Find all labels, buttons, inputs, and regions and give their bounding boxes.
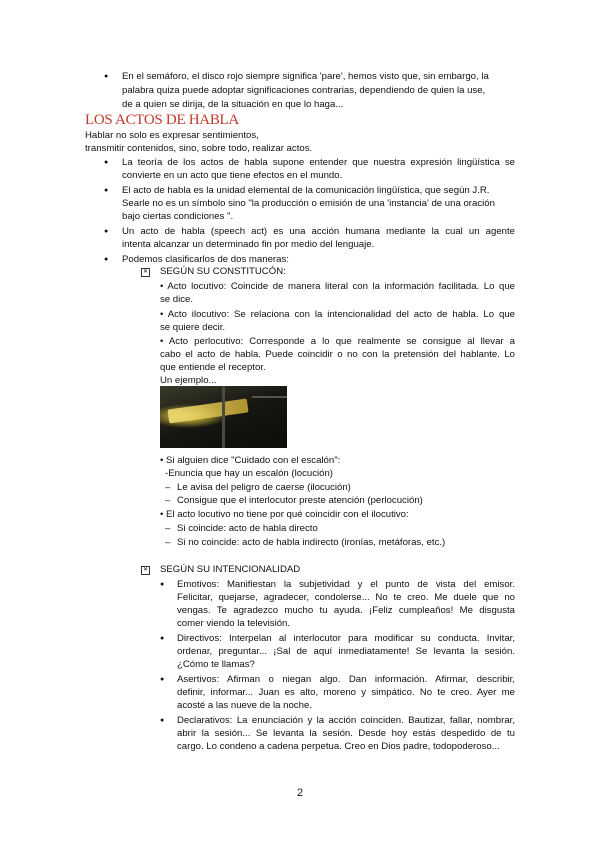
dash-icon: – <box>165 482 171 493</box>
checkbox-icon: ✕ <box>142 269 149 275</box>
example-line-3: Le avisa del peligro de caerse (ilocución) <box>177 482 351 493</box>
page-number: 2 <box>296 787 304 799</box>
section1-title: SEGÚN SU CONSTITUCÓN: <box>160 266 286 277</box>
b2-line-1: El acto de habla es la unidad elemental de la comunicación lingüística, que según J.R. <box>122 185 490 196</box>
bullet-dot: ● <box>104 159 109 166</box>
bullet-dot: ● <box>160 581 165 588</box>
asertivos-line-3: acosté a las nueve de la noche. <box>177 700 312 711</box>
bullet-dot: ● <box>104 187 109 194</box>
intro-line-2: palabra quiza puede adoptar significaciones contrarias, dependiendo de quien la use, <box>122 85 486 96</box>
ilocutivo-line-2: se quiere decir. <box>160 322 226 333</box>
bullet-dot: ● <box>160 717 165 724</box>
intro-line-3: de a quien se dirija, de la situación en que lo haga... <box>122 99 344 110</box>
bullet-dot: ● <box>104 73 109 80</box>
b2-line-3: bajo ciertas condiciones ". <box>122 211 234 222</box>
intro-line-1: En el semáforo, el disco rojo siempre significa 'pare', hemos visto que, sin embargo, la <box>122 71 489 82</box>
directivos-line-2: ordenar, preguntar... ¡Sal de aquí inmediatamente! Se levanta la sesión. <box>177 646 515 657</box>
example-label: Un ejemplo... <box>160 375 217 386</box>
b1-line-1: La teoría de los actos de habla supone entender que nuestra expresión lingüística se <box>122 157 515 168</box>
emotivos-line-2: Felicitar, quejarse, agradecer, condolerse... No te creo. Me duele que no <box>177 592 515 603</box>
dash-icon: – <box>165 537 171 548</box>
dash-icon: – <box>165 523 171 534</box>
asertivos-line-2: definir, informar... Juan es alto, moreno y simpático. No te creo. Ayer me <box>177 687 515 698</box>
dash-icon: – <box>165 495 171 506</box>
declarativos-line-3: cargo. Lo condeno a cadena perpetua. Creo en Dios padre, todopoderoso... <box>177 741 500 752</box>
perlocutivo-line-3: que entiende el receptor. <box>160 362 266 373</box>
emotivos-line-4: comer viendo la televisión. <box>177 618 291 629</box>
section-heading: LOS ACTOS DE HABLA <box>85 112 239 128</box>
bullet-dot: ● <box>104 228 109 235</box>
example-line-1: • Si alguien dice "Cuidado con el escalón": <box>160 455 341 466</box>
relation-line-2: Si coincide: acto de habla directo <box>177 523 318 534</box>
b3-line-2: intenta alcanzar un determinado fin por medio del lenguaje. <box>122 239 375 250</box>
b2-line-2: Searle no es un símbolo sino "la producción o emisión de una 'instancia' de una oración <box>122 198 495 209</box>
b1-line-2: convierte en un acto que tiene efectos en el mundo. <box>122 170 343 181</box>
emotivos-line-3: vengas. Te agradezco mucho tu ayuda. ¡Feliz cumpleaños! Me disgusta <box>177 605 515 616</box>
b3-line-1: Un acto de habla (speech act) es una acción humana mediante la cual un agente <box>122 226 515 237</box>
asertivos-line-1: Asertivos: Afirman o niegan algo. Dan información. Afirmar, describir, <box>177 674 515 685</box>
checkbox-icon: ✕ <box>142 567 149 573</box>
directivos-line-3: ¿Cómo te llamas? <box>177 659 255 670</box>
example-line-2: -Enuncia que hay un escalón (locución) <box>165 468 333 479</box>
ilocutivo-line-1: • Acto ilocutivo: Se relaciona con la intencionalidad del acto de habla. Lo que <box>160 309 515 320</box>
bullet-dot: ● <box>160 635 165 642</box>
section2-title: SEGÚN SU INTENCIONALIDAD <box>160 564 301 575</box>
perlocutivo-line-1: • Acto perlocutivo: Corresponde a lo que realmente se consigue al llevar a <box>160 336 515 347</box>
bullet-dot: ● <box>104 256 109 263</box>
example-line-4: Consigue que el interlocutor preste atención (perlocución) <box>177 495 423 506</box>
directivos-line-1: Directivos: Interpelan al interlocutor para modificar su conducta. Invitar, <box>177 633 515 644</box>
locutivo-line-1: • Acto locutivo: Coincide de manera literal con la información facilitada. Lo que <box>160 281 515 292</box>
b4-line: Podemos clasificarlos de dos maneras: <box>122 254 289 265</box>
declarativos-line-1: Declarativos: La enunciación y la acción coinciden. Bautizar, fallar, nombrar, <box>177 715 515 726</box>
light-bar <box>167 399 248 424</box>
example-photo <box>160 386 287 448</box>
relation-line-1: • El acto locutivo no tiene por qué coincidir con el ilocutivo: <box>160 509 409 520</box>
emotivos-line-1: Emotivos: Manifiestan la subjetividad y el punto de vista del emisor. <box>177 579 515 590</box>
lead-line-1: Hablar no solo es expresar sentimientos, <box>85 130 259 141</box>
pipe-shape <box>222 386 225 448</box>
pipe-shape <box>252 396 287 398</box>
bullet-dot: ● <box>160 676 165 683</box>
declarativos-line-2: abrir la sesión... Se levanta la sesión. Desde hoy estás despedido de tu <box>177 728 515 739</box>
perlocutivo-line-2: cabo el acto de habla. Puede coincidir o no con la pretensión del hablante. Lo <box>160 349 515 360</box>
locutivo-line-2: se dice. <box>160 294 194 305</box>
lead-line-2: transmitir contenidos, sino, sobre todo, realizar actos. <box>85 143 313 154</box>
relation-line-3: Si no coincide: acto de habla indirecto (ironías, metáforas, etc.) <box>177 537 446 548</box>
